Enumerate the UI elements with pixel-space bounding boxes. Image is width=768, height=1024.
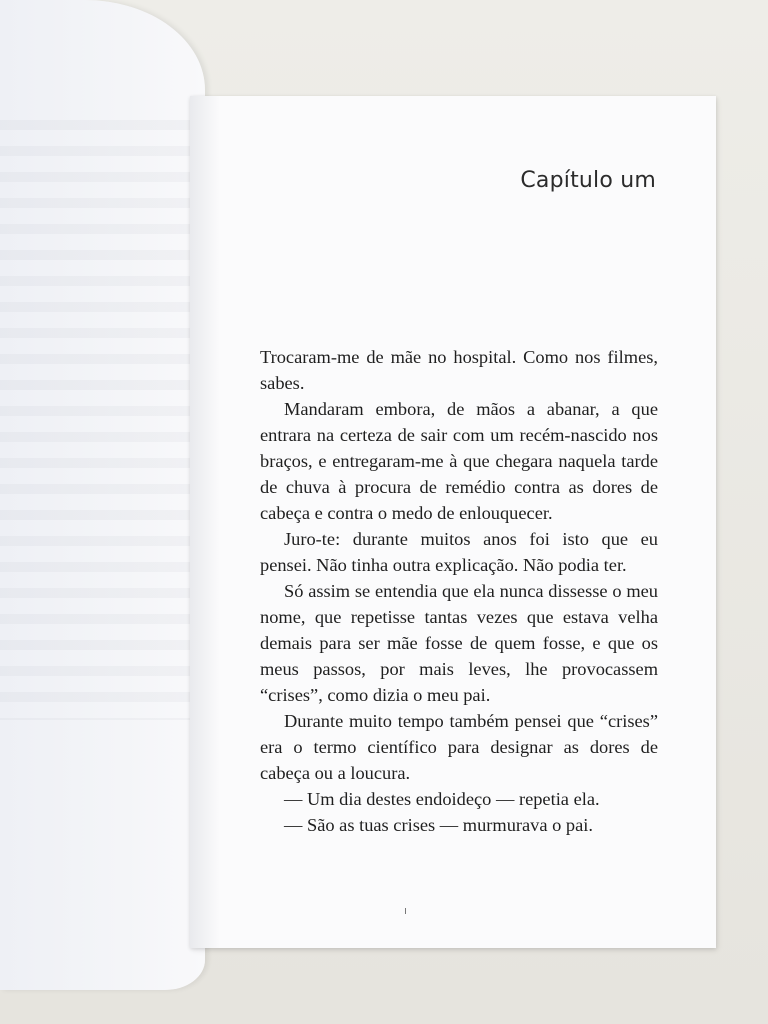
body-text	[260, 344, 658, 838]
paragraph-3: Juro-te: durante muitos anos foi isto que eu pensei. Não tinha outra explicação. Não podia ter.	[260, 529, 658, 575]
page-mark	[405, 908, 406, 914]
dialogue-line-1: — Um dia destes endoideço — repetia ela.	[284, 789, 600, 809]
paragraph-4: Só assim se entendia que ela nunca dissesse o meu nome, que repetisse tantas vezes que estava velha demais para ser mãe fosse de quem fosse, e que os meus passos, por mais leves, lhe provocassem “crises”, como dizia o meu pai.	[260, 581, 658, 705]
page-gutter-shadow	[190, 96, 220, 948]
chapter-title: Capítulo um	[520, 168, 656, 193]
paragraph-5: Durante muito tempo também pensei que “crises” era o termo científico para designar as dores de cabeça ou a loucura.	[260, 711, 658, 783]
left-page-show-through	[0, 120, 190, 720]
dialogue-line-2: — São as tuas crises — murmurava o pai.	[284, 815, 593, 835]
right-page	[190, 96, 716, 948]
paragraph-1: Trocaram-me de mãe no hospital. Como nos filmes, sabes.	[260, 347, 658, 393]
left-page	[0, 0, 205, 990]
paragraph-2: Mandaram embora, de mãos a abanar, a que entrara na certeza de sair com um recém-nascido nos braços, e entregaram-me à que chegara naquela tarde de chuva à procura de remédio contra as dores de cabeça e contra o medo de enlouquecer.	[260, 399, 658, 523]
